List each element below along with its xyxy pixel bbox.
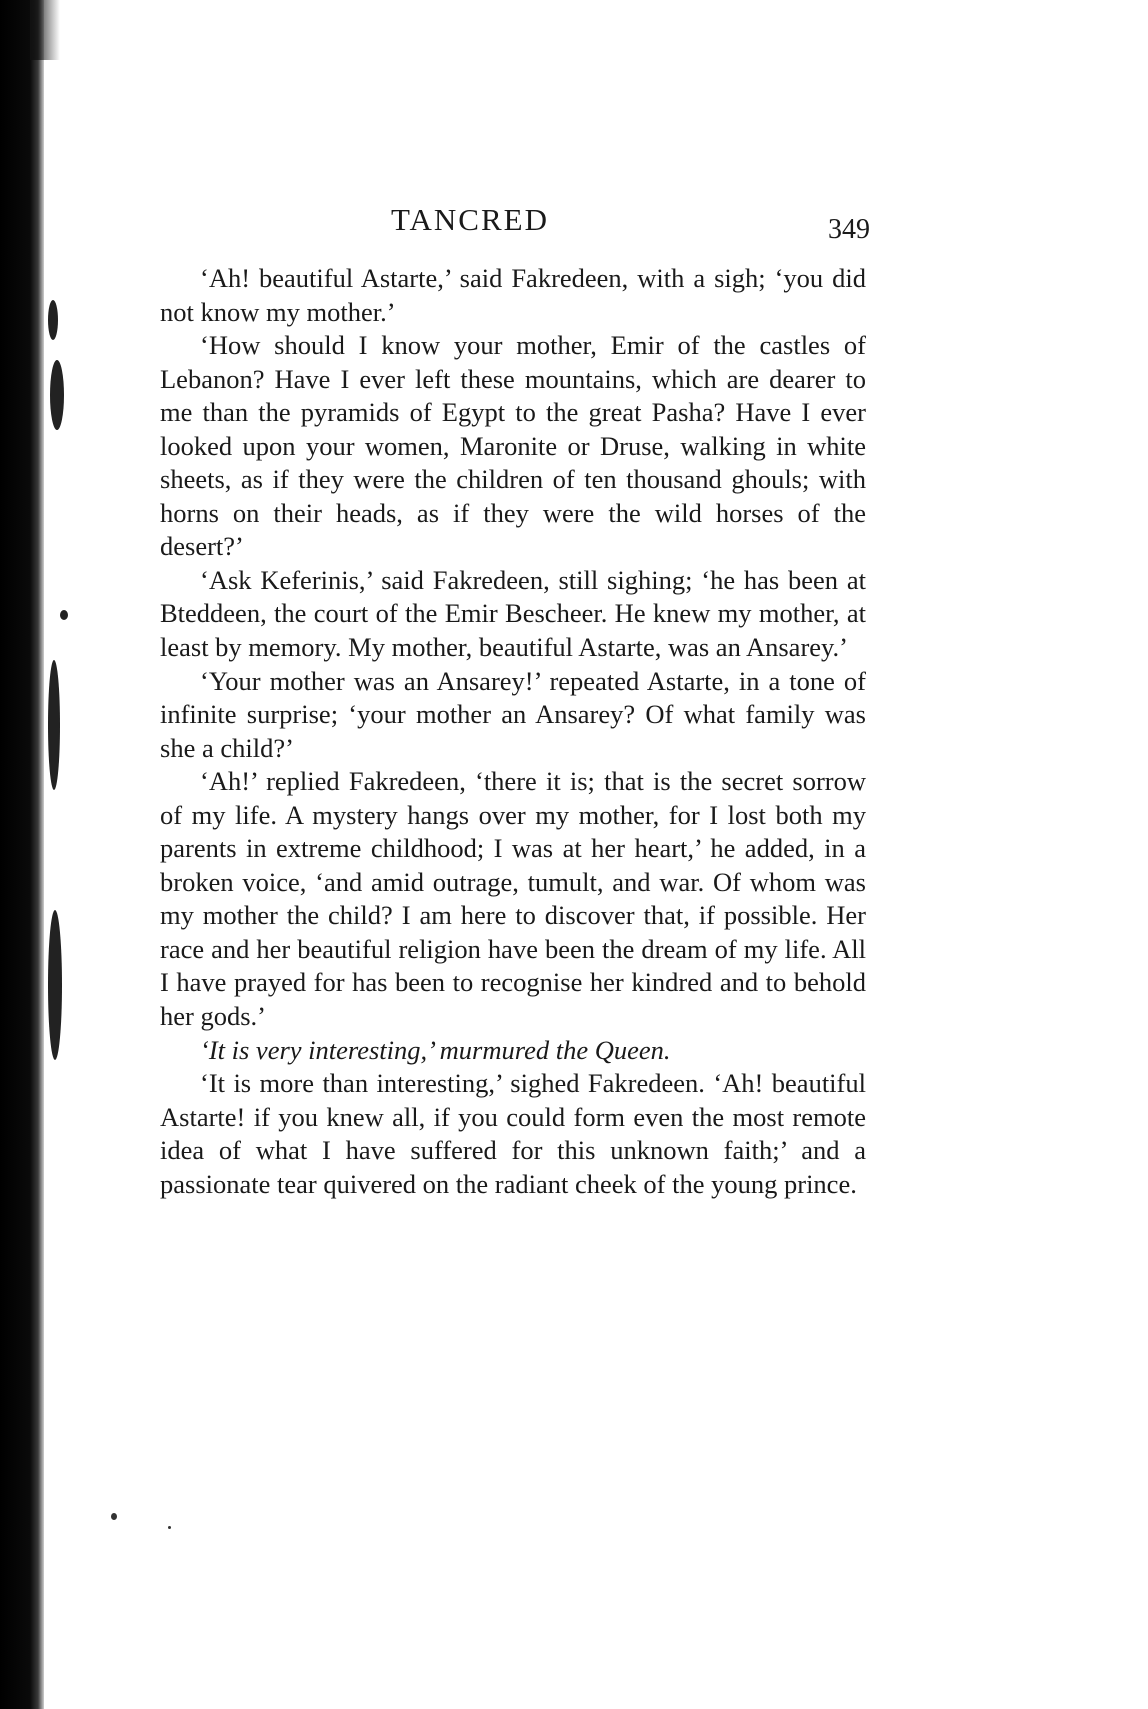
scan-speck: [48, 300, 58, 340]
paragraph: ‘Ah! beautiful Astarte,’ said Fakredeen, with a sigh; ‘you did not know my mother.’: [160, 263, 866, 327]
body-text: [160, 262, 866, 1201]
scan-speck: [48, 660, 60, 790]
stray-ink-mark: [168, 1526, 171, 1529]
page-number: 349: [828, 214, 870, 245]
scan-speck: [50, 360, 64, 430]
scan-speck: [60, 610, 68, 620]
paragraph: ‘Ask Keferinis,’ said Fakredeen, still sighing; ‘he has been at Bteddeen, the court of the Emir Bescheer. He knew my mother, at least by memory. My mother, beautiful Astarte, was an Ansarey.’: [160, 564, 866, 663]
page-header: [150, 202, 870, 245]
paragraph: ‘It is very interesting,’ murmured the Queen.: [200, 1034, 671, 1065]
paragraph: ‘Your mother was an Ansarey!’ repeated Astarte, in a tone of infinite surprise; ‘your mother an Ansarey? Of what family was she a child?’: [160, 665, 866, 763]
running-title: TANCRED: [391, 202, 549, 237]
paragraph: ‘Ah!’ replied Fakredeen, ‘there it is; that is the secret sorrow of my life. A mystery hangs over my mother, for I lost both my parents in extreme childhood; I was at her heart,’ he added, in a broken voice, ‘and amid outrage, tumult, and war. Of whom was my mother the child? I am here to discover that, if possible. Her race and her beautiful religion have been the dream of my life. All I have prayed for has been to recognise her kindred and to behold her gods.’: [160, 766, 866, 1032]
scan-speck: [48, 910, 62, 1060]
paragraph: ‘How should I know your mother, Emir of the castles of Lebanon? Have I ever left these mountains, which are dearer to me than the pyramids of Egypt to the great Pasha? Have I ever looked upon your women, Maronite or Druse, walking in white sheets, as if they were the children of ten thousand ghouls; with horns on their heads, as if they were the wild horses of the desert?’: [160, 330, 866, 562]
scan-edge-shadow: [30, 0, 60, 60]
paragraph: ‘It is more than interesting,’ sighed Fakredeen. ‘Ah! beautiful Astarte! if you knew all, if you could form even the most remote idea of what I have suffered for this unknown faith;’ and a passionate tear quivered on the radiant cheek of the young prince.: [160, 1068, 866, 1199]
stray-ink-mark: [111, 1513, 117, 1520]
scan-binding-shadow: [0, 0, 44, 1709]
